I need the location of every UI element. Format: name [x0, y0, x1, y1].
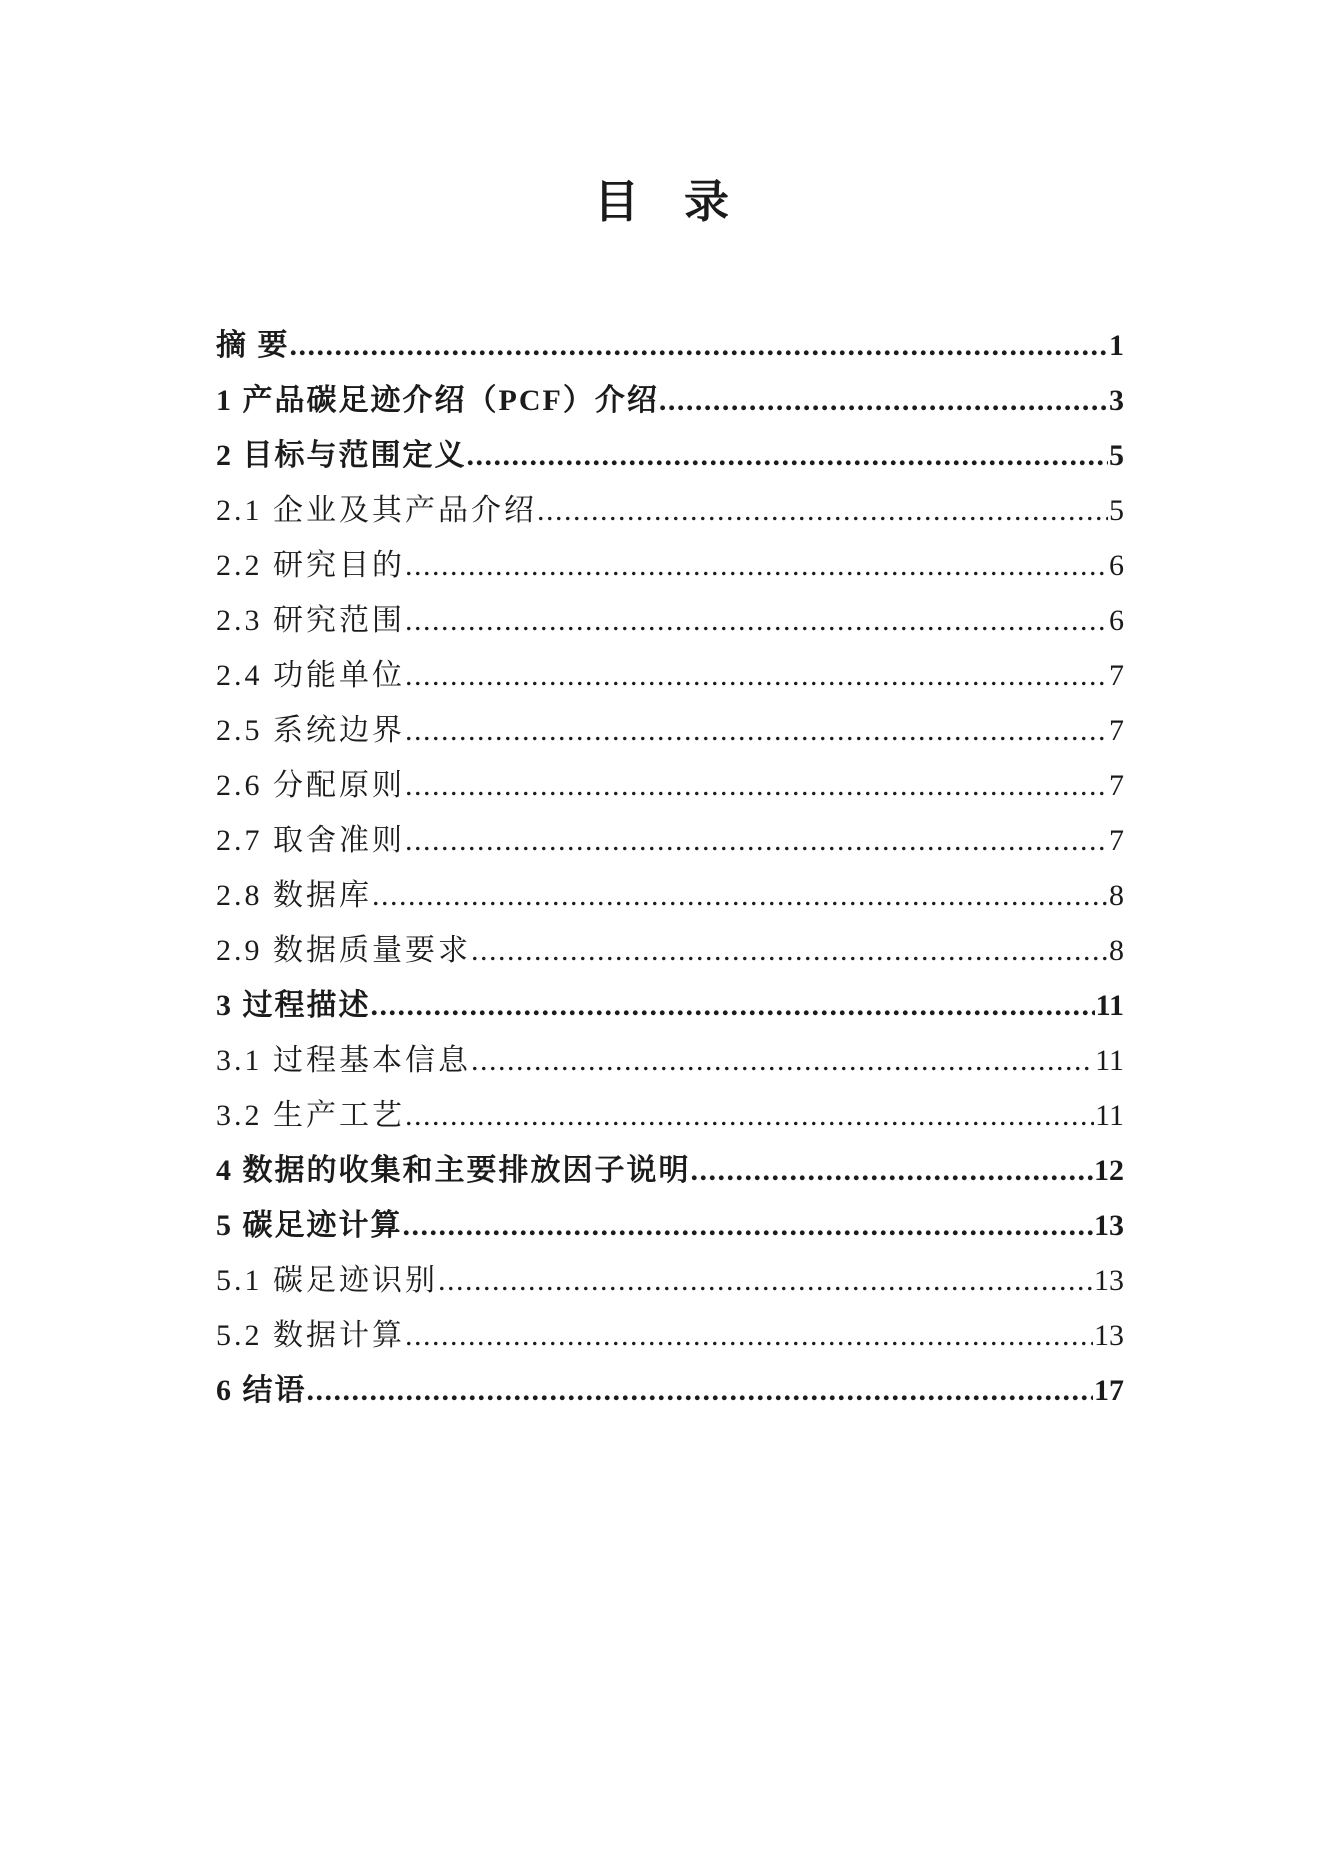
toc-page-number: 7 [1109, 659, 1124, 692]
toc-page-number: 13 [1094, 1209, 1124, 1242]
toc-entry[interactable] [216, 1363, 1124, 1418]
toc-page-number: 13 [1094, 1319, 1124, 1352]
toc-entry[interactable] [216, 758, 1124, 813]
toc-page-number: 13 [1094, 1264, 1124, 1297]
toc-entry-label: 5.1 碳足迹识别 [216, 1264, 438, 1297]
toc-entry[interactable] [216, 868, 1124, 923]
toc-page-number: 6 [1109, 549, 1124, 582]
toc-page-number: 8 [1109, 934, 1124, 967]
toc-dot-leader [372, 868, 1108, 923]
toc-page-number: 11 [1095, 989, 1124, 1022]
toc-page-number: 12 [1094, 1154, 1124, 1187]
toc-dot-leader [405, 813, 1108, 868]
toc-entry-label: 1 产品碳足迹介绍（PCF）介绍 [216, 384, 659, 417]
page-title: 目 录 [593, 177, 729, 227]
toc-dot-leader [405, 703, 1108, 758]
toc-entry[interactable] [216, 483, 1124, 538]
toc-dot-leader [405, 593, 1108, 648]
toc-dot-leader [405, 1308, 1093, 1363]
toc-page-number: 11 [1095, 1044, 1124, 1077]
toc-entry-label: 3.2 生产工艺 [216, 1099, 405, 1132]
toc-entry[interactable] [216, 1308, 1124, 1363]
toc-dot-leader [691, 1143, 1094, 1198]
toc-page-number: 5 [1109, 439, 1124, 472]
toc-entry-label: 3 过程描述 [216, 989, 371, 1022]
toc-entry[interactable] [216, 1198, 1124, 1253]
toc-list [216, 318, 1124, 1418]
toc-entry[interactable] [216, 1143, 1124, 1198]
toc-dot-leader [659, 373, 1108, 428]
toc-page-number: 3 [1109, 384, 1124, 417]
toc-entry-label: 2.4 功能单位 [216, 659, 405, 692]
toc-entry[interactable] [216, 978, 1124, 1033]
toc-page-number: 1 [1109, 329, 1124, 362]
toc-page-number: 7 [1109, 824, 1124, 857]
toc-entry[interactable] [216, 923, 1124, 978]
toc-entry[interactable] [216, 648, 1124, 703]
toc-dot-leader [467, 428, 1109, 483]
toc-entry-label: 2.5 系统边界 [216, 714, 405, 747]
toc-dot-leader [371, 978, 1095, 1033]
toc-entry-label: 2.7 取舍准则 [216, 824, 405, 857]
toc-entry-label: 2 目标与范围定义 [216, 439, 467, 472]
toc-entry-label: 2.1 企业及其产品介绍 [216, 494, 537, 527]
toc-dot-leader [438, 1253, 1093, 1308]
toc-entry-label: 4 数据的收集和主要排放因子说明 [216, 1154, 691, 1187]
toc-entry[interactable] [216, 1253, 1124, 1308]
toc-entry-label: 5.2 数据计算 [216, 1319, 405, 1352]
toc-entry-label: 2.9 数据质量要求 [216, 934, 471, 967]
toc-entry[interactable] [216, 373, 1124, 428]
toc-page-number: 17 [1094, 1374, 1124, 1407]
toc-page-number: 7 [1109, 714, 1124, 747]
toc-page-number: 11 [1095, 1099, 1124, 1132]
toc-dot-leader [403, 1198, 1094, 1253]
toc-dot-leader [471, 1033, 1094, 1088]
toc-entry-label: 2.6 分配原则 [216, 769, 405, 802]
toc-entry-label: 摘 要 [216, 329, 290, 362]
toc-entry[interactable] [216, 538, 1124, 593]
toc-entry[interactable] [216, 1088, 1124, 1143]
toc-entry-label: 2.2 研究目的 [216, 549, 405, 582]
toc-dot-leader [537, 483, 1108, 538]
toc-dot-leader [405, 1088, 1094, 1143]
toc-page-number: 6 [1109, 604, 1124, 637]
toc-entry[interactable] [216, 1033, 1124, 1088]
toc-entry-label: 6 结语 [216, 1374, 307, 1407]
toc-entry[interactable] [216, 318, 1124, 373]
toc-page-number: 8 [1109, 879, 1124, 912]
toc-dot-leader [307, 1363, 1094, 1418]
toc-dot-leader [290, 318, 1109, 373]
toc-entry-label: 2.3 研究范围 [216, 604, 405, 637]
toc-dot-leader [405, 758, 1108, 813]
toc-entry[interactable] [216, 428, 1124, 483]
toc-entry-label: 5 碳足迹计算 [216, 1209, 403, 1242]
toc-page-number: 7 [1109, 769, 1124, 802]
toc-dot-leader [471, 923, 1108, 978]
toc-dot-leader [405, 648, 1108, 703]
toc-entry[interactable] [216, 703, 1124, 758]
toc-entry[interactable] [216, 593, 1124, 648]
toc-entry-label: 3.1 过程基本信息 [216, 1044, 471, 1077]
toc-entry[interactable] [216, 813, 1124, 868]
toc-dot-leader [405, 538, 1108, 593]
toc-entry-label: 2.8 数据库 [216, 879, 372, 912]
toc-page-number: 5 [1109, 494, 1124, 527]
